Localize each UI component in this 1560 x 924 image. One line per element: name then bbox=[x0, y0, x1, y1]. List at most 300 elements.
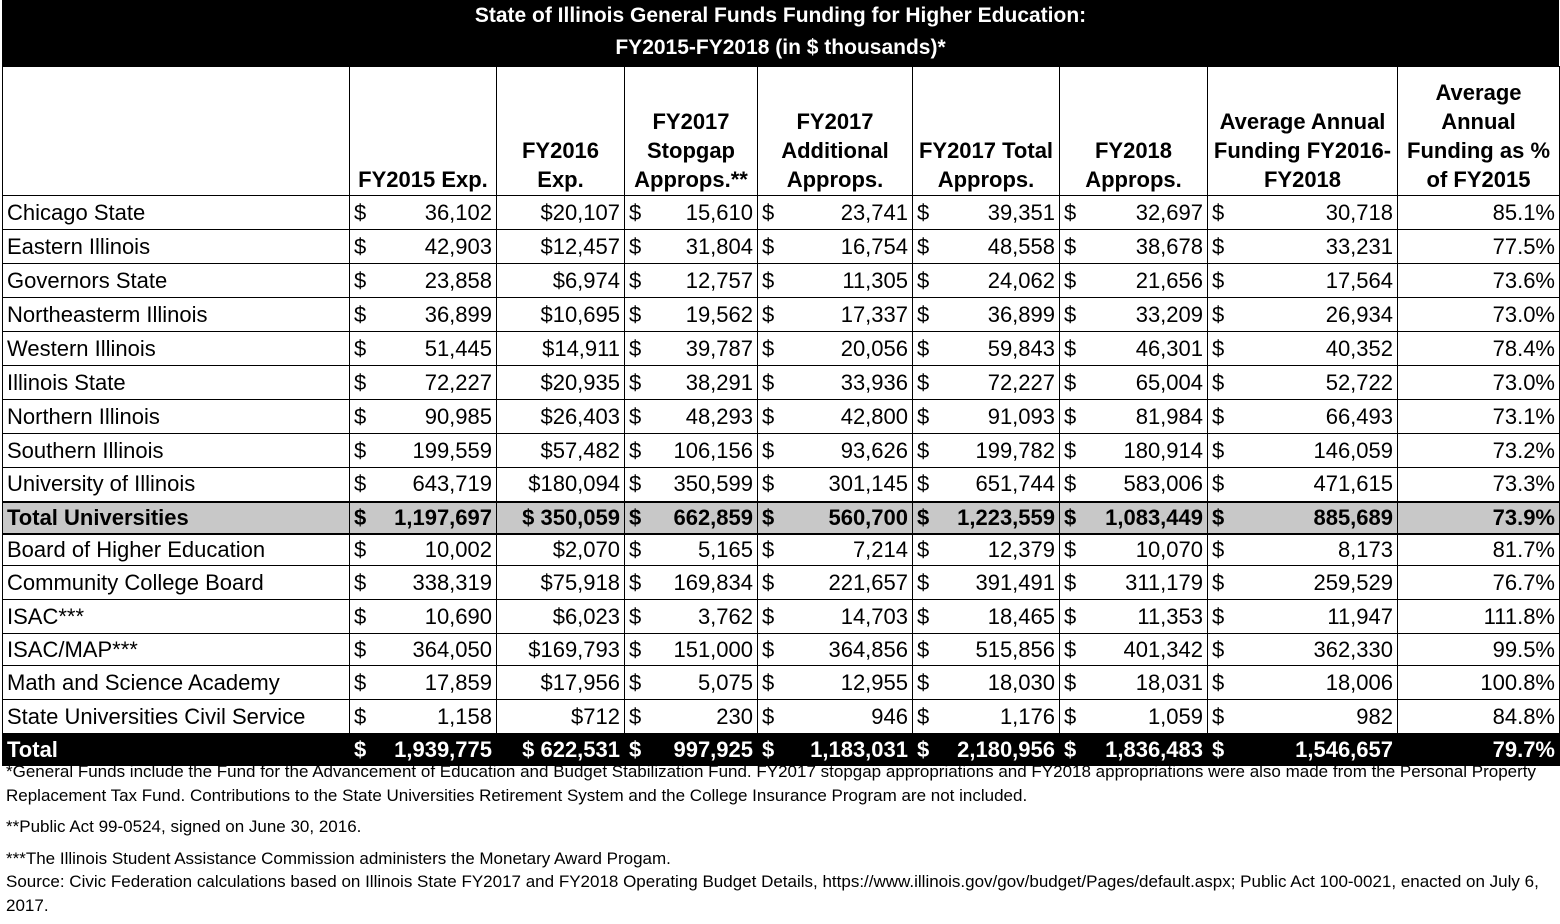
table-row bbox=[3, 634, 1560, 666]
currency-symbol: $ bbox=[1212, 736, 1225, 762]
cell-value: 515,856 bbox=[975, 636, 1055, 662]
money-cell bbox=[1208, 196, 1398, 230]
cell-value: 10,002 bbox=[424, 536, 492, 562]
percent-cell: 100.8% bbox=[1398, 666, 1560, 700]
cell-value: 72,227 bbox=[987, 369, 1055, 395]
value-cell: $26,403 bbox=[497, 400, 625, 434]
money-cell bbox=[913, 700, 1060, 734]
cell-value: 11,305 bbox=[842, 267, 908, 293]
table-row bbox=[3, 666, 1560, 700]
money-cell bbox=[625, 298, 758, 332]
money-cell bbox=[350, 434, 497, 468]
table-row bbox=[3, 196, 1560, 230]
money-cell bbox=[625, 666, 758, 700]
row-label: Chicago State bbox=[3, 196, 350, 230]
percent-cell: 85.1% bbox=[1398, 196, 1560, 230]
money-cell bbox=[1060, 600, 1208, 634]
cell-value: 12,379 bbox=[987, 536, 1055, 562]
money-cell bbox=[913, 502, 1060, 534]
value-cell: $ 350,059 bbox=[497, 502, 625, 534]
currency-symbol: $ bbox=[354, 603, 367, 629]
cell-value: 81,984 bbox=[1135, 403, 1203, 429]
cell-value: 199,782 bbox=[975, 437, 1055, 463]
currency-symbol: $ bbox=[917, 335, 930, 361]
cell-value: 1,176 bbox=[999, 703, 1055, 729]
table-row bbox=[3, 468, 1560, 502]
currency-symbol: $ bbox=[762, 536, 775, 562]
money-cell bbox=[350, 366, 497, 400]
money-cell bbox=[1208, 666, 1398, 700]
currency-symbol: $ bbox=[629, 233, 642, 259]
cell-value: 5,165 bbox=[697, 536, 753, 562]
cell-value: 51,445 bbox=[424, 335, 492, 361]
cell-value: 169,834 bbox=[673, 569, 753, 595]
currency-symbol: $ bbox=[1212, 569, 1225, 595]
currency-symbol: $ bbox=[1212, 403, 1225, 429]
header-cell: FY2015 Exp. bbox=[350, 67, 497, 196]
money-cell bbox=[913, 434, 1060, 468]
money-cell bbox=[1060, 534, 1208, 566]
value-cell: $17,956 bbox=[497, 666, 625, 700]
cell-value: 20,056 bbox=[840, 335, 908, 361]
cell-value: 66,493 bbox=[1325, 403, 1393, 429]
money-cell bbox=[913, 230, 1060, 264]
cell-value: 39,351 bbox=[987, 199, 1055, 225]
money-cell bbox=[1060, 666, 1208, 700]
footnote: *General Funds include the Fund for the Advancement of Education and Budget Stabilization Fund. FY2017 stopgap appropriations and FY2018 appropriations were also made from the Personal Property Replacement Tax Fund. Contributions to the State Universities Retirement System and the College Insurance Program are not included. bbox=[6, 762, 1536, 805]
percent-cell: 84.8% bbox=[1398, 700, 1560, 734]
money-cell bbox=[758, 332, 913, 366]
cell-value: 72,227 bbox=[424, 369, 492, 395]
cell-value: 997,925 bbox=[673, 736, 753, 762]
currency-symbol: $ bbox=[1064, 369, 1077, 395]
money-cell bbox=[625, 332, 758, 366]
header-cell: Average Annual Funding FY2016-FY2018 bbox=[1208, 67, 1398, 196]
cell-value: 10,070 bbox=[1135, 536, 1203, 562]
cell-value: 1,083,449 bbox=[1105, 504, 1203, 530]
money-cell bbox=[350, 196, 497, 230]
currency-symbol: $ bbox=[917, 403, 930, 429]
currency-symbol: $ bbox=[354, 471, 367, 497]
cell-value: 583,006 bbox=[1123, 471, 1203, 497]
money-cell bbox=[1060, 434, 1208, 468]
currency-symbol: $ bbox=[1064, 569, 1077, 595]
cell-value: 14,703 bbox=[840, 603, 908, 629]
currency-symbol: $ bbox=[917, 369, 930, 395]
cell-value: 17,337 bbox=[840, 301, 908, 327]
funding-table bbox=[2, 66, 1560, 766]
percent-cell: 78.4% bbox=[1398, 332, 1560, 366]
money-cell bbox=[913, 264, 1060, 298]
currency-symbol: $ bbox=[1212, 471, 1225, 497]
money-cell bbox=[350, 566, 497, 600]
money-cell bbox=[625, 468, 758, 502]
money-cell bbox=[758, 634, 913, 666]
money-cell bbox=[758, 600, 913, 634]
row-label: University of Illinois bbox=[3, 468, 350, 502]
cell-value: 180,914 bbox=[1123, 437, 1203, 463]
money-cell bbox=[758, 196, 913, 230]
cell-value: 36,102 bbox=[424, 199, 492, 225]
money-cell bbox=[1060, 400, 1208, 434]
currency-symbol: $ bbox=[1064, 403, 1077, 429]
money-cell bbox=[625, 264, 758, 298]
table-row bbox=[3, 366, 1560, 400]
currency-symbol: $ bbox=[917, 569, 930, 595]
footnote: ***The Illinois Student Assistance Commission administers the Monetary Award Progam. bbox=[6, 848, 671, 868]
value-cell: $12,457 bbox=[497, 230, 625, 264]
money-cell bbox=[758, 534, 913, 566]
money-cell bbox=[913, 600, 1060, 634]
row-label: Math and Science Academy bbox=[3, 666, 350, 700]
cell-value: 90,985 bbox=[424, 403, 492, 429]
percent-cell: 73.3% bbox=[1398, 468, 1560, 502]
currency-symbol: $ bbox=[629, 301, 642, 327]
currency-symbol: $ bbox=[1064, 437, 1077, 463]
cell-value: 52,722 bbox=[1325, 369, 1393, 395]
cell-value: 91,093 bbox=[987, 403, 1055, 429]
currency-symbol: $ bbox=[762, 437, 775, 463]
money-cell bbox=[758, 700, 913, 734]
value-cell: $20,107 bbox=[497, 196, 625, 230]
cell-value: 40,352 bbox=[1325, 335, 1393, 361]
percent-cell: 77.5% bbox=[1398, 230, 1560, 264]
cell-value: 23,741 bbox=[840, 199, 908, 225]
currency-symbol: $ bbox=[629, 536, 642, 562]
money-cell bbox=[913, 634, 1060, 666]
currency-symbol: $ bbox=[917, 603, 930, 629]
row-label: Illinois State bbox=[3, 366, 350, 400]
money-cell bbox=[1060, 700, 1208, 734]
cell-value: 643,719 bbox=[412, 471, 492, 497]
money-cell bbox=[350, 600, 497, 634]
currency-symbol: $ bbox=[1064, 199, 1077, 225]
cell-value: 26,934 bbox=[1325, 301, 1393, 327]
percent-cell: 99.5% bbox=[1398, 634, 1560, 666]
cell-value: 18,031 bbox=[1135, 669, 1203, 695]
cell-value: 38,678 bbox=[1135, 233, 1203, 259]
cell-value: 17,859 bbox=[424, 669, 492, 695]
value-cell: $20,935 bbox=[497, 366, 625, 400]
money-cell bbox=[1208, 264, 1398, 298]
currency-symbol: $ bbox=[762, 233, 775, 259]
value-cell: $75,918 bbox=[497, 566, 625, 600]
currency-symbol: $ bbox=[1064, 504, 1077, 530]
currency-symbol: $ bbox=[354, 437, 367, 463]
money-cell bbox=[1208, 566, 1398, 600]
currency-symbol: $ bbox=[1212, 437, 1225, 463]
money-cell bbox=[1208, 502, 1398, 534]
header-cell: FY2018 Approps. bbox=[1060, 67, 1208, 196]
header-row bbox=[3, 67, 1560, 196]
money-cell bbox=[1060, 196, 1208, 230]
money-cell bbox=[1208, 230, 1398, 264]
money-cell bbox=[758, 434, 913, 468]
money-cell bbox=[625, 434, 758, 468]
money-cell bbox=[350, 468, 497, 502]
cell-value: 1,836,483 bbox=[1105, 736, 1203, 762]
currency-symbol: $ bbox=[1212, 669, 1225, 695]
money-cell bbox=[1060, 502, 1208, 534]
currency-symbol: $ bbox=[762, 471, 775, 497]
money-cell bbox=[758, 400, 913, 434]
value-cell: $6,023 bbox=[497, 600, 625, 634]
percent-cell: 111.8% bbox=[1398, 600, 1560, 634]
currency-symbol: $ bbox=[629, 471, 642, 497]
currency-symbol: $ bbox=[917, 233, 930, 259]
money-cell bbox=[625, 600, 758, 634]
value-cell: $712 bbox=[497, 700, 625, 734]
currency-symbol: $ bbox=[1064, 471, 1077, 497]
cell-value: 38,291 bbox=[685, 369, 753, 395]
percent-cell: 73.9% bbox=[1398, 502, 1560, 534]
cell-value: 18,030 bbox=[987, 669, 1055, 695]
currency-symbol: $ bbox=[1064, 335, 1077, 361]
currency-symbol: $ bbox=[629, 403, 642, 429]
currency-symbol: $ bbox=[762, 301, 775, 327]
cell-value: 17,564 bbox=[1325, 267, 1393, 293]
table-title-bar bbox=[2, 0, 1559, 66]
currency-symbol: $ bbox=[762, 369, 775, 395]
header-cell: FY2017 Additional Approps. bbox=[758, 67, 913, 196]
footnote: Source: Civic Federation calculations based on Illinois State FY2017 and FY2018 Operating Budget Details, https://www.illinois.gov/gov/budget/Pages/default.aspx; Public Act 100-0021, enacted on July 6, 2017. bbox=[6, 872, 1539, 915]
percent-cell: 73.0% bbox=[1398, 298, 1560, 332]
currency-symbol: $ bbox=[1064, 636, 1077, 662]
cell-value: 39,787 bbox=[685, 335, 753, 361]
money-cell bbox=[1208, 400, 1398, 434]
money-cell bbox=[1208, 468, 1398, 502]
money-cell bbox=[1060, 634, 1208, 666]
currency-symbol: $ bbox=[762, 636, 775, 662]
cell-value: 5,075 bbox=[697, 669, 753, 695]
money-cell bbox=[758, 264, 913, 298]
money-cell bbox=[1060, 298, 1208, 332]
currency-symbol: $ bbox=[629, 437, 642, 463]
cell-value: 982 bbox=[1356, 703, 1393, 729]
currency-symbol: $ bbox=[1212, 335, 1225, 361]
cell-value: 12,757 bbox=[685, 267, 753, 293]
cell-value: 364,050 bbox=[412, 636, 492, 662]
cell-value: 1,546,657 bbox=[1295, 736, 1393, 762]
cell-value: 1,059 bbox=[1147, 703, 1203, 729]
currency-symbol: $ bbox=[629, 736, 642, 762]
money-cell bbox=[625, 196, 758, 230]
footnote: **Public Act 99-0524, signed on June 30, 2016. bbox=[6, 817, 362, 836]
money-cell bbox=[350, 502, 497, 534]
header-cell: FY2016 Exp. bbox=[497, 67, 625, 196]
money-cell bbox=[350, 230, 497, 264]
money-cell bbox=[758, 366, 913, 400]
cell-value: 401,342 bbox=[1123, 636, 1203, 662]
percent-cell: 73.0% bbox=[1398, 366, 1560, 400]
money-cell bbox=[1060, 468, 1208, 502]
money-cell bbox=[625, 534, 758, 566]
currency-symbol: $ bbox=[629, 703, 642, 729]
money-cell bbox=[625, 502, 758, 534]
money-cell bbox=[758, 666, 913, 700]
header-cell: FY2017 Stopgap Approps.** bbox=[625, 67, 758, 196]
currency-symbol: $ bbox=[354, 267, 367, 293]
currency-symbol: $ bbox=[629, 669, 642, 695]
cell-value: 42,903 bbox=[424, 233, 492, 259]
currency-symbol: $ bbox=[762, 335, 775, 361]
currency-symbol: $ bbox=[917, 504, 930, 530]
currency-symbol: $ bbox=[1064, 603, 1077, 629]
money-cell bbox=[1060, 366, 1208, 400]
cell-value: 311,179 bbox=[1125, 569, 1203, 595]
cell-value: 33,209 bbox=[1135, 301, 1203, 327]
money-cell bbox=[913, 534, 1060, 566]
currency-symbol: $ bbox=[629, 603, 642, 629]
table-row bbox=[3, 600, 1560, 634]
currency-symbol: $ bbox=[629, 569, 642, 595]
table-row bbox=[3, 700, 1560, 734]
currency-symbol: $ bbox=[917, 267, 930, 293]
currency-symbol: $ bbox=[354, 199, 367, 225]
percent-cell: 81.7% bbox=[1398, 534, 1560, 566]
row-label: Northern Illinois bbox=[3, 400, 350, 434]
money-cell bbox=[625, 366, 758, 400]
money-cell bbox=[350, 700, 497, 734]
cell-value: 18,465 bbox=[987, 603, 1055, 629]
money-cell bbox=[913, 196, 1060, 230]
currency-symbol: $ bbox=[1212, 636, 1225, 662]
currency-symbol: $ bbox=[1212, 199, 1225, 225]
cell-value: 11,947 bbox=[1327, 603, 1393, 629]
cell-value: 560,700 bbox=[828, 504, 908, 530]
currency-symbol: $ bbox=[354, 669, 367, 695]
header-cell: Average Annual Funding as % of FY2015 bbox=[1398, 67, 1560, 196]
cell-value: 199,559 bbox=[412, 437, 492, 463]
cell-value: 36,899 bbox=[987, 301, 1055, 327]
cell-value: 19,562 bbox=[685, 301, 753, 327]
money-cell bbox=[350, 634, 497, 666]
table-row bbox=[3, 400, 1560, 434]
currency-symbol: $ bbox=[762, 669, 775, 695]
money-cell bbox=[1208, 366, 1398, 400]
cell-value: 30,718 bbox=[1325, 199, 1393, 225]
table-row bbox=[3, 434, 1560, 468]
cell-value: 662,859 bbox=[673, 504, 753, 530]
currency-symbol: $ bbox=[917, 669, 930, 695]
cell-value: 18,006 bbox=[1325, 669, 1393, 695]
currency-symbol: $ bbox=[1212, 301, 1225, 327]
currency-symbol: $ bbox=[1064, 301, 1077, 327]
currency-symbol: $ bbox=[1212, 603, 1225, 629]
money-cell bbox=[913, 332, 1060, 366]
header-cell: FY2017 Total Approps. bbox=[913, 67, 1060, 196]
subtotal-row bbox=[3, 502, 1560, 534]
cell-value: 230 bbox=[716, 703, 753, 729]
table-row bbox=[3, 566, 1560, 600]
currency-symbol: $ bbox=[917, 536, 930, 562]
money-cell bbox=[1208, 298, 1398, 332]
table-body bbox=[3, 196, 1560, 766]
money-cell bbox=[625, 634, 758, 666]
currency-symbol: $ bbox=[629, 504, 642, 530]
cell-value: 651,744 bbox=[975, 471, 1055, 497]
cell-value: 65,004 bbox=[1135, 369, 1203, 395]
money-cell bbox=[1060, 332, 1208, 366]
currency-symbol: $ bbox=[629, 199, 642, 225]
currency-symbol: $ bbox=[354, 703, 367, 729]
cell-value: 301,145 bbox=[828, 471, 908, 497]
footnotes bbox=[6, 760, 1551, 917]
value-cell: $57,482 bbox=[497, 434, 625, 468]
currency-symbol: $ bbox=[762, 603, 775, 629]
cell-value: 471,615 bbox=[1313, 471, 1393, 497]
row-label: ISAC*** bbox=[3, 600, 350, 634]
cell-value: 23,858 bbox=[424, 267, 492, 293]
cell-value: 391,491 bbox=[975, 569, 1055, 595]
money-cell bbox=[1208, 600, 1398, 634]
row-label: State Universities Civil Service bbox=[3, 700, 350, 734]
table-row bbox=[3, 230, 1560, 264]
money-cell bbox=[350, 666, 497, 700]
percent-cell: 79.7% bbox=[1398, 734, 1560, 766]
currency-symbol: $ bbox=[1212, 703, 1225, 729]
cell-value: 10,690 bbox=[424, 603, 492, 629]
currency-symbol: $ bbox=[762, 403, 775, 429]
money-cell bbox=[1208, 700, 1398, 734]
currency-symbol: $ bbox=[917, 471, 930, 497]
row-label: Eastern Illinois bbox=[3, 230, 350, 264]
value-cell: $14,911 bbox=[497, 332, 625, 366]
cell-value: 11,353 bbox=[1137, 603, 1203, 629]
currency-symbol: $ bbox=[1064, 233, 1077, 259]
table-row bbox=[3, 264, 1560, 298]
cell-value: 48,558 bbox=[987, 233, 1055, 259]
cell-value: 221,657 bbox=[828, 569, 908, 595]
currency-symbol: $ bbox=[354, 536, 367, 562]
currency-symbol: $ bbox=[629, 369, 642, 395]
currency-symbol: $ bbox=[1064, 267, 1077, 293]
currency-symbol: $ bbox=[629, 636, 642, 662]
currency-symbol: $ bbox=[762, 569, 775, 595]
money-cell bbox=[625, 566, 758, 600]
row-label: Southern Illinois bbox=[3, 434, 350, 468]
row-label: Total Universities bbox=[3, 502, 350, 534]
cell-value: 7,214 bbox=[852, 536, 908, 562]
currency-symbol: $ bbox=[354, 736, 367, 762]
currency-symbol: $ bbox=[1064, 736, 1077, 762]
cell-value: 16,754 bbox=[840, 233, 908, 259]
cell-value: 146,059 bbox=[1313, 437, 1393, 463]
value-cell: $169,793 bbox=[497, 634, 625, 666]
cell-value: 106,156 bbox=[673, 437, 753, 463]
cell-value: 42,800 bbox=[840, 403, 908, 429]
currency-symbol: $ bbox=[1212, 369, 1225, 395]
currency-symbol: $ bbox=[354, 504, 367, 530]
money-cell bbox=[350, 534, 497, 566]
cell-value: 46,301 bbox=[1135, 335, 1203, 361]
currency-symbol: $ bbox=[354, 335, 367, 361]
cell-value: 31,804 bbox=[685, 233, 753, 259]
money-cell bbox=[1060, 230, 1208, 264]
value-cell: $10,695 bbox=[497, 298, 625, 332]
table-title: State of Illinois General Funds Funding for Higher Education: bbox=[474, 4, 1087, 27]
cell-value: 8,173 bbox=[1337, 536, 1393, 562]
cell-value: 1,183,031 bbox=[810, 736, 908, 762]
money-cell bbox=[625, 230, 758, 264]
money-cell bbox=[625, 700, 758, 734]
money-cell bbox=[913, 298, 1060, 332]
currency-symbol: $ bbox=[1064, 703, 1077, 729]
money-cell bbox=[1060, 264, 1208, 298]
cell-value: 338,319 bbox=[412, 569, 492, 595]
money-cell bbox=[350, 298, 497, 332]
table-row bbox=[3, 534, 1560, 566]
